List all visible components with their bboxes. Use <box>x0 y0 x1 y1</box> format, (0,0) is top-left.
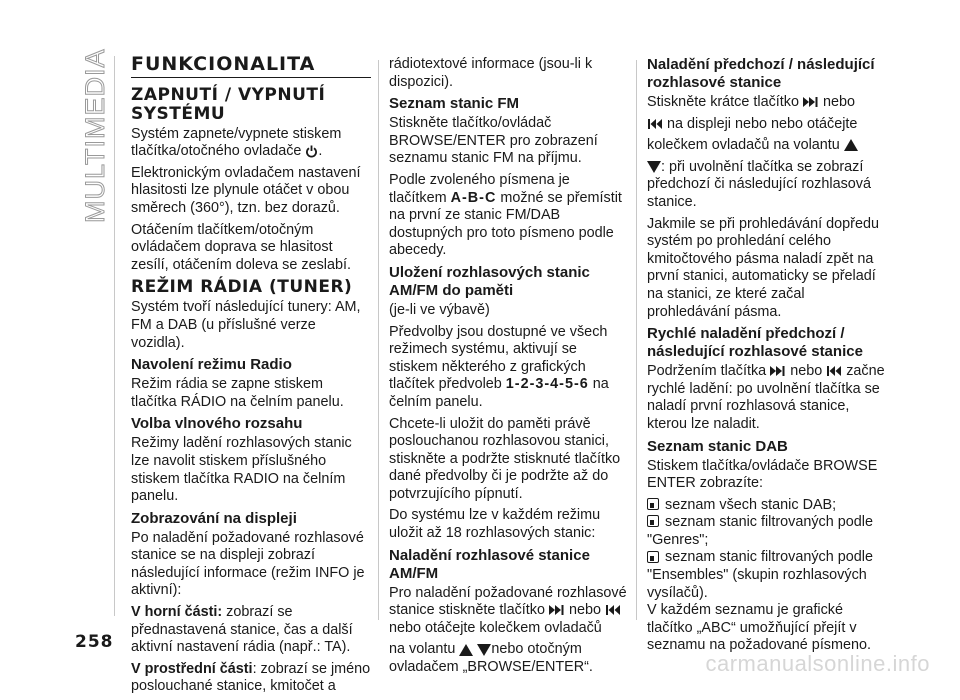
list-item-text: seznam všech stanic DAB; <box>665 496 837 513</box>
label-upper: V horní části: <box>131 604 223 621</box>
paragraph: Stiskem tlačítka/ovládače BROWSE ENTER zobrazíte: <box>647 457 878 492</box>
text: kolečkem ovladačů na volantu <box>647 137 840 154</box>
text: Předvolby jsou dostupné ve všech režimech systému, aktivují se stiskem některého z grafických tlačítek předvoleb <box>389 323 608 393</box>
key-abc: A-B-C <box>450 189 497 206</box>
text: nebo otáčejte kolečkem ovladačů <box>389 619 602 636</box>
text: : při uvolnění tlačítka se zobrazí předchozí či následující rozhlasová stanice. <box>647 158 871 210</box>
heading-dab: Seznam stanic DAB <box>647 437 788 455</box>
text: možné se přemístit na první ze stanic FM/DAB dostupných pro toto písmeno podle abecedy. <box>389 189 622 259</box>
paragraph <box>647 137 887 155</box>
column-3 <box>647 56 887 659</box>
paragraph: rádiotextové informace (jsou-li k dispozici). <box>389 56 593 90</box>
sidebar-title: MULTIMEDIA <box>80 48 110 223</box>
page-number: 258 <box>75 632 114 652</box>
next-icon <box>549 605 565 615</box>
list-item-text: seznam stanic filtrovaných podle "Genres"; <box>647 514 873 548</box>
paragraph: Elektronickým ovladačem nastavení hlasitosti lze plynule otáčet v obou směrech (360°), tzn. bez dorazů. <box>131 164 361 216</box>
text: na volantu <box>389 641 456 658</box>
heading-band: Volba vlnového rozsahu <box>131 415 303 433</box>
arrow-up-icon <box>459 644 473 656</box>
text: Pro naladění požadované rozhlasové stanice stiskněte tlačítko <box>389 584 627 619</box>
paragraph: Po naladění požadované rozhlasové stanice se na displeji zobrazí následující informace (režim INFO je aktivní): <box>131 529 365 599</box>
heading-nav: Navolení režimu Radio <box>131 356 292 374</box>
paragraph: Režimy ladění rozhlasových stanic lze navolit stiskem příslušného stiskem tlačítka RADIO na čelním panelu. <box>131 435 352 505</box>
arrow-down-icon <box>477 644 491 656</box>
column-divider <box>378 60 379 620</box>
paragraph: (je-li ve výbavě) <box>389 301 490 318</box>
bullet-icon <box>647 551 659 563</box>
text: nebo <box>822 94 855 110</box>
section-title: FUNKCIONALITA <box>131 56 371 78</box>
paragraph <box>647 159 887 212</box>
paragraph: Stiskněte tlačítko/ovládač BROWSE/ENTER pro zobrazení seznamu stanic FM na příjmu. <box>389 115 598 167</box>
column-divider <box>636 60 637 620</box>
text: rychlé ladění: po uvolnění tlačítka se naladí první rozhlasová stanice, kterou lze naladit. <box>647 380 880 432</box>
list-item <box>647 549 887 602</box>
column-1 <box>131 53 371 700</box>
paragraph <box>389 585 629 638</box>
text: nebo <box>790 363 823 380</box>
list-item <box>647 514 887 549</box>
heading-save: Uložení rozhlasových stanic AM/FM do paměti <box>389 263 590 299</box>
heading-prev-next: Naladění předchozí / následující rozhlasové stanice <box>647 56 875 91</box>
key-presets: 1-2-3-4-5-6 <box>505 376 589 393</box>
text: nebo otočným ovladačem „BROWSE/ENTER“. <box>389 641 593 676</box>
list-item <box>647 497 887 515</box>
text: začne <box>846 363 885 380</box>
previous-icon <box>605 605 621 615</box>
bullet-list <box>647 497 887 603</box>
paragraph: Otáčením tlačítkem/otočným ovládačem doprava se hlasitost zesílí, otáčením doleva se zeslabí. <box>131 221 351 273</box>
heading-radio: REŽIM RÁDIA (TUNER) <box>131 277 353 298</box>
paragraph: Režim rádia se zapne stiskem tlačítka RÁDIO na čelním panelu. <box>131 376 344 410</box>
bullet-icon <box>647 515 659 527</box>
text: na čelním panelu. <box>389 376 609 410</box>
label-middle: V prostřední části <box>131 660 253 677</box>
text: na displeji nebo nebo otáčejte <box>667 115 858 132</box>
heading-display: Zobrazování na displeji <box>131 509 297 527</box>
paragraph <box>647 94 887 112</box>
paragraph <box>389 324 629 412</box>
arrow-down-icon <box>647 161 661 173</box>
paragraph <box>131 604 371 657</box>
paragraph <box>389 641 629 676</box>
paragraph <box>647 116 887 134</box>
text: Podržením tlačítka <box>647 363 767 380</box>
paragraph <box>389 172 629 260</box>
next-icon <box>803 97 819 107</box>
paragraph <box>647 363 887 433</box>
column-2 <box>389 56 629 681</box>
sidebar-rule <box>114 56 115 616</box>
paragraph: V každém seznamu je grafické tlačítko „ABC“ umožňující přejít v seznamu na požadované písmeno. <box>647 602 872 654</box>
paragraph: Jakmile se při prohledávání dopředu systém po prohledání celého kmitočtového pásma naladí zpět na první stanici, automaticky se přeladí na stanici, ze které začal prohledávání pásma. <box>647 215 879 320</box>
heading-tune: Naladění rozhlasové stanice AM/FM <box>389 546 590 582</box>
previous-icon <box>647 119 663 129</box>
paragraph: Do systému lze v každém režimu uložit až 18 rozhlasových stanic: <box>389 507 601 542</box>
paragraph: Systém tvoří následující tunery: AM, FM a DAB (u příslušné verze vozidla). <box>131 299 361 351</box>
next-icon <box>770 366 786 376</box>
heading-power: ZAPNUTÍ / VYPNUTÍ SYSTÉMU <box>131 84 326 124</box>
arrow-up-icon <box>844 139 858 151</box>
text: Systém zapnete/vypnete stiskem tlačítka/otočného ovladače <box>131 125 342 160</box>
paragraph <box>131 661 371 696</box>
paragraph: Chcete-li uložit do paměti právě poslouchanou rozhlasovou stanici, stiskněte a podržte stisknuté tlačítko dané předvolby či je podržte až do potvrzujícího pípnutí. <box>389 415 621 502</box>
watermark: carmanualsonline.info <box>705 651 930 676</box>
heading-fm: Seznam stanic FM <box>389 95 520 113</box>
previous-icon <box>826 366 842 376</box>
text: zobrazí se přednastavená stanice, čas a další aktivní nastavení rádia (např.: TA). <box>131 604 353 656</box>
text: Podle zvoleného písmena je tlačítkem <box>389 171 570 206</box>
heading-fast: Rychlé naladění předchozí / následující rozhlasové stanice <box>647 325 863 361</box>
text: : zobrazí se jméno poslouchané stanice, kmitočet a <box>131 660 371 695</box>
list-item-text: seznam stanic filtrovaných podle "Ensembles" (skupin rozhlasových vysílačů). <box>647 549 873 601</box>
paragraph: Systém zapnete/vypnete stiskem tlačítka/otočného ovladače . <box>131 125 342 160</box>
text: Stiskněte krátce tlačítko <box>647 94 799 110</box>
text: nebo <box>568 602 601 619</box>
power-icon <box>305 145 318 158</box>
bullet-icon <box>647 498 659 510</box>
